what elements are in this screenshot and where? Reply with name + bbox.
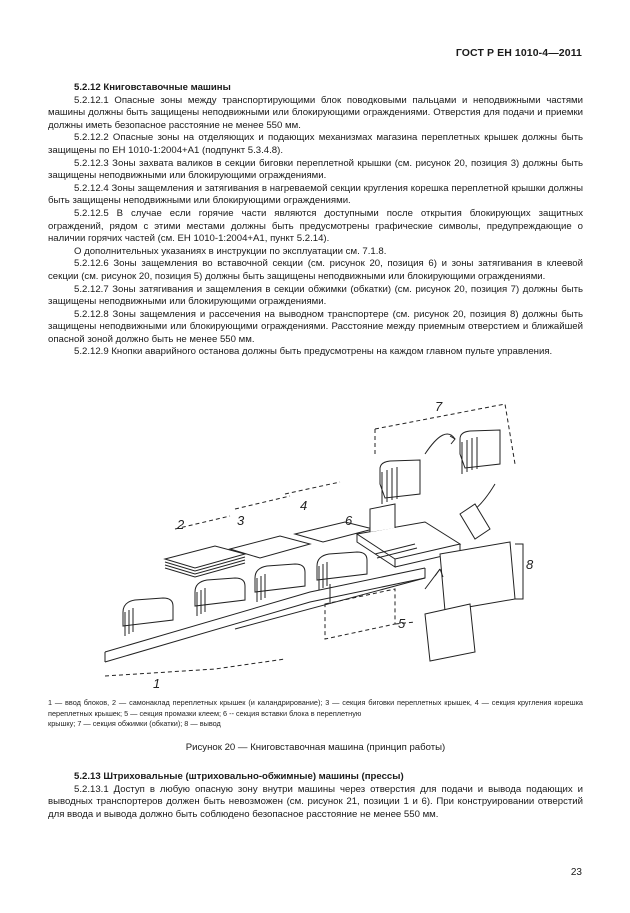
paragraph: 5.2.12.3 Зоны захвата валиков в секции биговки переплетной крышки (см. рисунок 20, позиция 3) должны быть защищены неподвижными или блокирующими ограждениями. bbox=[48, 157, 583, 182]
paragraph: 5.2.12.6 Зоны защемления во вставочной секции (см. рисунок 20, позиция 6) и зоны затягивания в клеевой секции (см. рисунок 20, позиция 5) должны быть защищены неподвижными или блокирующими ограждениями. bbox=[48, 258, 583, 282]
document-header: ГОСТ Р ЕН 1010-4—2011 bbox=[455, 47, 582, 59]
paragraph: 5.2.12.1 Опасные зоны между транспортирующими блок поводковыми пальцами и неподвижными частями машины должны быть защищены неподвижными или блокирующими ограждениями. Отверстия для подачи и приемки должны иметь безопасное расстояние не менее 550 мм. bbox=[48, 94, 583, 131]
press-block-a bbox=[380, 460, 420, 504]
press-block-b bbox=[460, 430, 500, 474]
figure-label: 2 bbox=[177, 517, 185, 532]
book-block-4 bbox=[317, 552, 367, 590]
legend-line: 1 — ввод блоков, 2 — самонаклад переплетных крышек (и каландрирование); 3 — секция биговки переплетных крышек, 4 — секция кругления корешка переплетных крышек; 5 — секция промазки клеем; 6 -- секция вставки блока в переплетную bbox=[48, 698, 583, 718]
section-5-2-13 bbox=[48, 771, 583, 821]
section-5-2-12 bbox=[48, 82, 583, 359]
section-heading: 5.2.12 Книговставочные машины bbox=[74, 82, 231, 93]
paragraph: 5.2.12.7 Зоны затягивания и защемления в секции обжимки (обкатки) (см. рисунок 20, позиция 7) должны быть защищены неподвижными или блокирующими ограждениями. bbox=[48, 283, 583, 308]
paragraph: 5.2.12.8 Зоны защемления и рассечения на выводном транспортере (см. рисунок 20, позиция 8) должны быть защищены неподвижными или блокирующими ограждениями. Расстояние между приемным отверстием и ближайшей опасной зоной должно быть не менее 550 мм. bbox=[48, 308, 583, 345]
book-block-2 bbox=[195, 578, 245, 616]
figure-label: 7 bbox=[435, 399, 443, 414]
section-heading: 5.2.13 Штриховальные (штриховально-обжимные) машины (прессы) bbox=[74, 771, 404, 782]
figure-legend bbox=[48, 698, 583, 730]
paragraph: 5.2.12.9 Кнопки аварийного останова должны быть предусмотрены на каждом главном пульте управления. bbox=[74, 346, 553, 358]
page-number: 23 bbox=[570, 867, 582, 878]
legend-line: крышку; 7 — секция обжимки (обкатки); 8 — вывод bbox=[48, 719, 221, 728]
figure-20-diagram bbox=[95, 394, 540, 692]
paragraph: 5.2.12.4 Зоны защемления и затягивания в нагреваемой секции кругления корешка переплетной крышки должны быть защищены неподвижными или блокирующими ограждениями. bbox=[48, 182, 583, 207]
figure-caption: Рисунок 20 — Книговставочная машина (принцип работы) bbox=[185, 742, 446, 753]
paragraph: 5.2.13.1 Доступ в любую опасную зону внутри машины через отверстия для подачи и вывода подающих и выводных транспортеров должен быть невозможен (см. рисунок 21, позиции 1 и 6). При конструировании отверстий для ввода и вывода должно быть соблюдено безопасное расстояние не менее 550 мм. bbox=[48, 783, 583, 820]
book-block-3 bbox=[255, 564, 305, 602]
figure-label: 8 bbox=[526, 557, 534, 572]
figure-label: 1 bbox=[153, 676, 161, 691]
paragraph: 5.2.12.5 В случае если горячие части являются доступными после открытия блокирующих защитных ограждений, рядом с этими местами должны быть предусмотрены графические символы, предупреждающие о наличии горячих частей (см. ЕН 1010-1:2004+А1, пункт 5.2.14). bbox=[48, 207, 583, 245]
figure-label: 6 bbox=[345, 513, 353, 528]
figure-label: 3 bbox=[237, 513, 245, 528]
book-block-1 bbox=[123, 598, 173, 636]
paragraph: 5.2.12.2 Опасные зоны на отделяющих и подающих механизмах магазина переплетных крышек должны быть защищены по ЕН 1010-1:2004+А1 (подпункт 5.3.4.8). bbox=[48, 132, 583, 156]
figure-label: 5 bbox=[398, 616, 406, 631]
figure-label: 4 bbox=[300, 498, 308, 513]
paragraph: О дополнительных указаниях в инструкции по эксплуатации см. 7.1.8. bbox=[74, 245, 387, 257]
